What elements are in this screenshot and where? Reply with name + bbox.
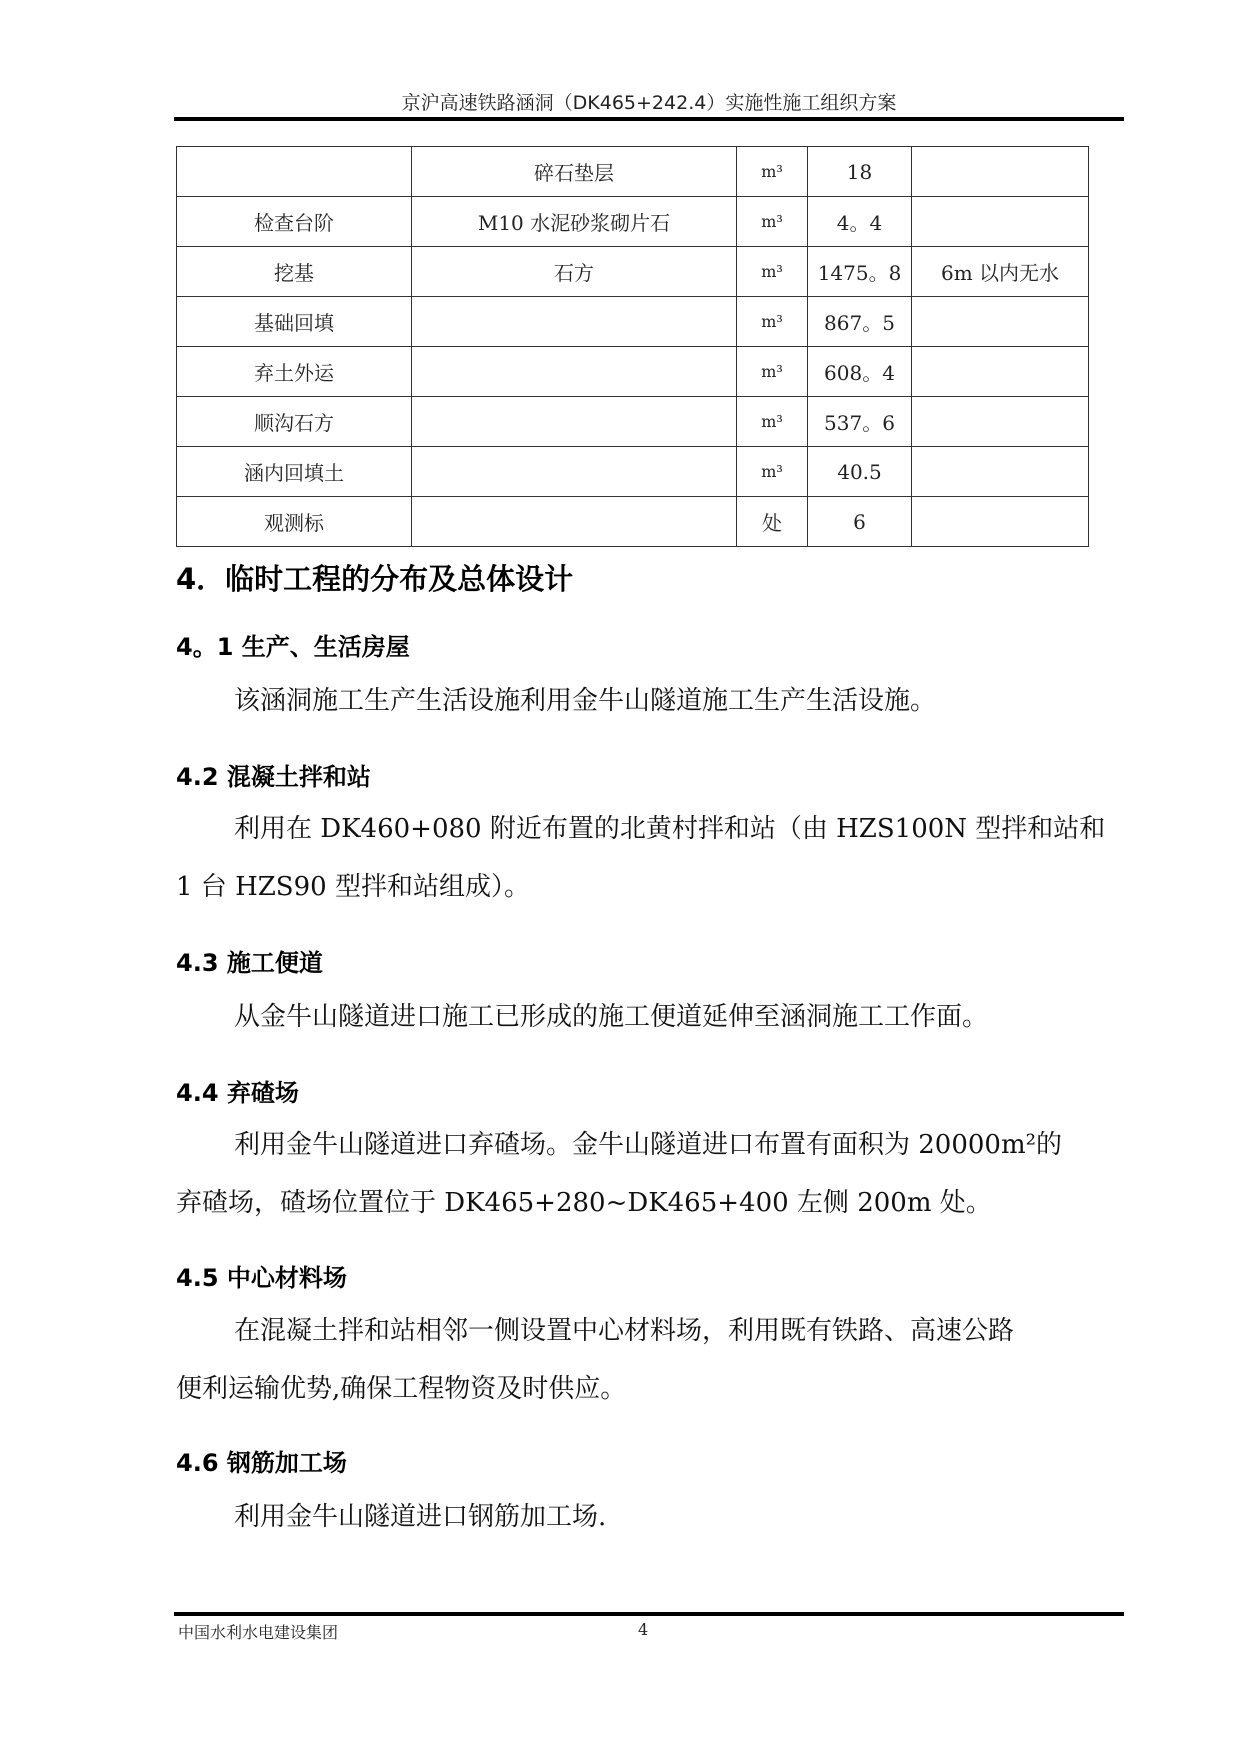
section-title: 4．临时工程的分布及总体设计 [176,562,574,596]
cell-note [912,197,1089,247]
cell-note [912,347,1089,397]
paragraph [176,800,1126,916]
paragraph-line: 利用金牛山隧道进口钢筋加工场. [234,1502,607,1532]
cell-spec: M10 水泥砂浆砌片石 [412,197,737,247]
table-row [177,497,1089,547]
table-row [177,247,1089,297]
footer-org: 中国水利水电建设集团 [178,1623,339,1642]
paragraph-line: 利用在 DK460+080 附近布置的北黄村拌和站（由 HZS100N 型拌和站和 [234,814,1106,844]
cell-item: 顺沟石方 [177,397,412,447]
page-number: 4 [638,1620,649,1639]
paragraph [176,672,1126,730]
cell-spec [412,297,737,347]
subsection-heading: 4.2 混凝土拌和站 [176,763,371,791]
subsection-heading: 4.5 中心材料场 [176,1264,347,1292]
cell-unit: m³ [737,447,808,497]
cell-note [912,397,1089,447]
cell-note [912,447,1089,497]
cell-note [912,297,1089,347]
cell-item: 观测标 [177,497,412,547]
cell-qty: 537。6 [808,397,912,447]
paragraph [176,1116,1126,1232]
table-row [177,297,1089,347]
paragraph [176,1488,1126,1546]
cell-note: 6m 以内无水 [912,247,1089,297]
cell-qty: 4。4 [808,197,912,247]
table-row [177,347,1089,397]
cell-unit: m³ [737,347,808,397]
paragraph-line: 在混凝土拌和站相邻一侧设置中心材料场，利用既有铁路、高速公路 [234,1316,1015,1346]
cell-item: 基础回填 [177,297,412,347]
paragraph [176,988,1126,1046]
cell-qty: 18 [808,147,912,197]
cell-unit: m³ [737,297,808,347]
cell-unit: 处 [737,497,808,547]
subsection-heading: 4.4 弃碴场 [176,1079,299,1107]
table-row [177,397,1089,447]
cell-spec [412,497,737,547]
cell-spec: 石方 [412,247,737,297]
cell-item: 弃土外运 [177,347,412,397]
paragraph [176,1302,1126,1418]
subsection-heading: 4。1 生产、生活房屋 [176,633,410,661]
cell-item: 检查台阶 [177,197,412,247]
header-rule [174,117,1124,121]
subsection-heading: 4.3 施工便道 [176,949,323,977]
cell-spec [412,347,737,397]
quantity-table [176,146,1089,547]
cell-qty: 867。5 [808,297,912,347]
table-row [177,197,1089,247]
paragraph-line: 弃碴场，碴场位置位于 DK465+280~DK465+400 左侧 200m 处。 [176,1188,992,1218]
cell-note [912,147,1089,197]
cell-item [177,147,412,197]
cell-unit: m³ [737,197,808,247]
cell-qty: 608。4 [808,347,912,397]
table-row [177,447,1089,497]
paragraph-line: 利用金牛山隧道进口弃碴场。金牛山隧道进口布置有面积为 20000m²的 [234,1130,1063,1160]
paragraph-line: 该涵洞施工生产生活设施利用金牛山隧道施工生产生活设施。 [234,686,937,716]
paragraph-line: 1 台 HZS90 型拌和站组成）。 [176,872,530,902]
cell-spec: 碎石垫层 [412,147,737,197]
cell-spec [412,397,737,447]
cell-note [912,497,1089,547]
cell-qty: 40.5 [808,447,912,497]
paragraph-line: 从金牛山隧道进口施工已形成的施工便道延伸至涵洞施工工作面。 [234,1002,989,1032]
cell-qty: 1475。8 [808,247,912,297]
cell-item: 挖基 [177,247,412,297]
cell-unit: m³ [737,247,808,297]
cell-spec [412,447,737,497]
subsection-heading: 4.6 钢筋加工场 [176,1449,347,1477]
page-header: 京沪高速铁路涵洞（DK465+242.4）实施性施工组织方案 [401,92,897,114]
cell-unit: m³ [737,397,808,447]
cell-unit: m³ [737,147,808,197]
cell-qty: 6 [808,497,912,547]
table-row [177,147,1089,197]
footer-rule [174,1612,1124,1616]
cell-item: 涵内回填土 [177,447,412,497]
paragraph-line: 便利运输优势,确保工程物资及时供应。 [176,1374,627,1404]
